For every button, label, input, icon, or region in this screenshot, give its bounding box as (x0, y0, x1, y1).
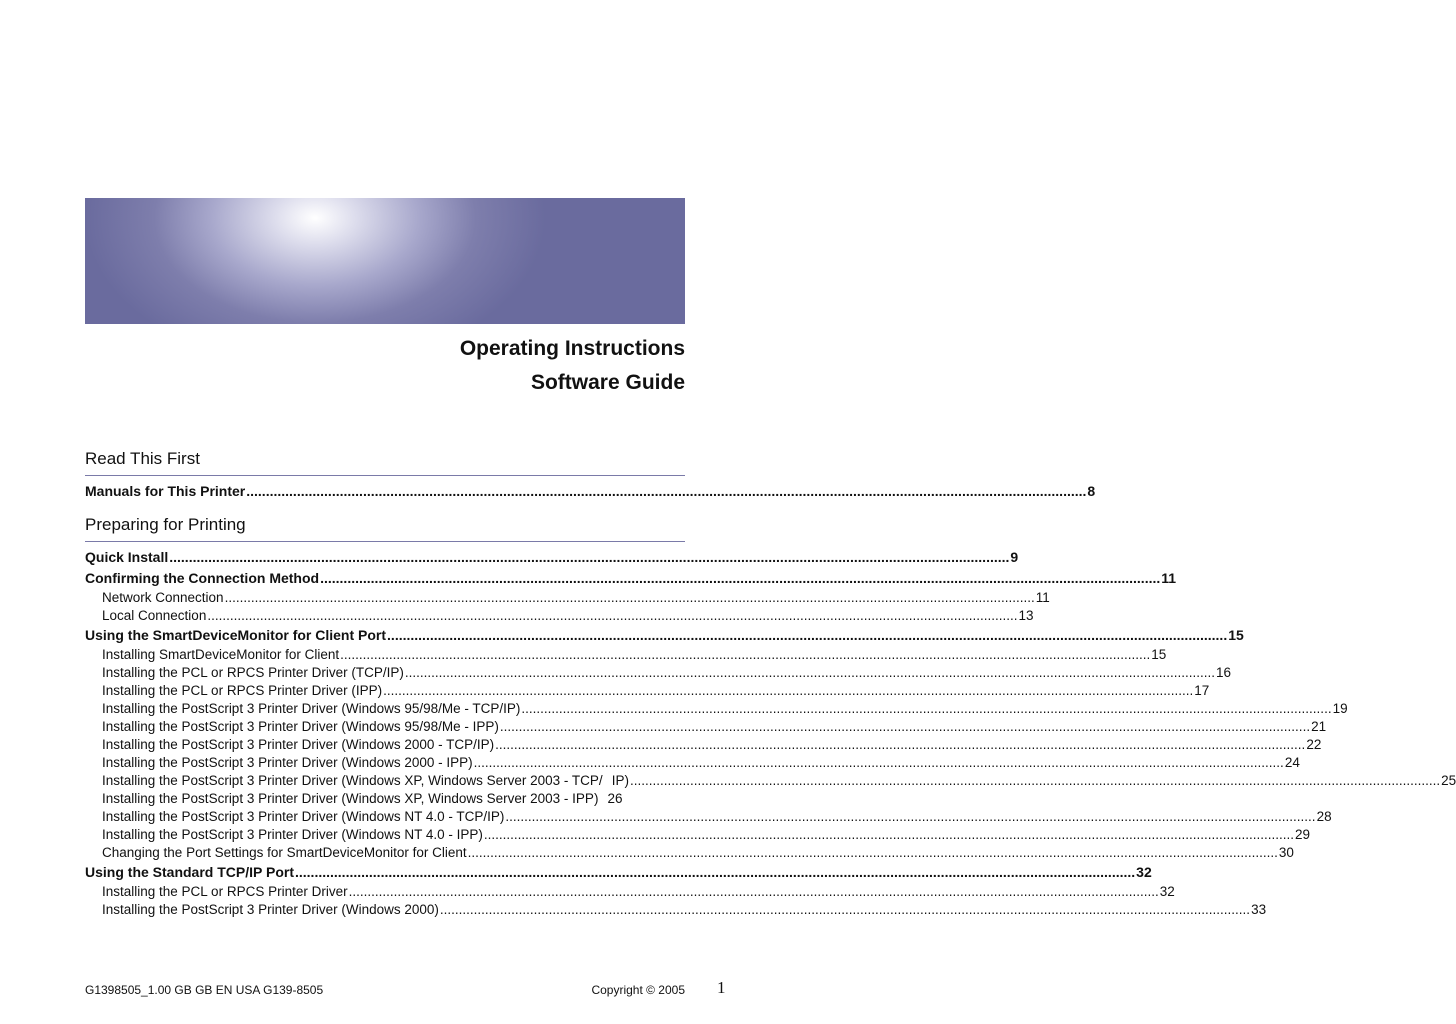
toc-leader-dots (521, 700, 1331, 718)
toc-entry-page: 33 (1251, 902, 1267, 917)
toc-entry-page: 29 (1295, 827, 1311, 842)
toc-entry-label: Using the SmartDeviceMonitor for Client Port (85, 627, 387, 643)
toc-entry[interactable] (85, 625, 1244, 646)
toc-leader-dots (383, 682, 1193, 700)
toc-leader-dots (349, 883, 1159, 901)
toc-entry-label: Installing the PostScript 3 Printer Driver (Windows 95/98/Me - IPP) (102, 719, 499, 734)
toc-entry-page: 17 (1194, 683, 1210, 698)
toc-leader-dots (320, 568, 1160, 588)
toc-entry-label-continued: IP) (611, 773, 629, 788)
toc-leader-dots (505, 808, 1315, 826)
toc-entry-label: Installing the PostScript 3 Printer Driver (Windows XP, Windows Server 2003 - TCP/ (102, 773, 603, 788)
toc-leader-dots (468, 844, 1278, 862)
document-subtitle: Software Guide (530, 371, 685, 394)
toc-leader-dots (474, 754, 1284, 772)
toc-entry[interactable] (85, 790, 685, 808)
toc-entry-page: 24 (1284, 755, 1300, 770)
toc-entry[interactable] (85, 547, 1019, 568)
toc-read-this-first (85, 481, 1096, 502)
page-number: 1 (717, 978, 726, 997)
toc-entry-page: 19 (1332, 701, 1348, 716)
toc-leader-dots (246, 481, 1086, 501)
toc-entry[interactable] (85, 700, 1348, 718)
toc-entry-label: Installing the PostScript 3 Printer Driver (Windows 2000 - TCP/IP) (102, 737, 495, 752)
toc-entry-label: Installing the PCL or RPCS Printer Driver (102, 884, 348, 899)
toc-entry-label: Network Connection (102, 590, 224, 605)
toc-entry[interactable] (85, 736, 1322, 754)
toc-entry-page: 11 (1035, 590, 1050, 605)
toc-entry-label: Manuals for This Printer (85, 483, 246, 499)
toc-entry[interactable] (85, 646, 1167, 664)
toc-entry-label: Installing the PCL or RPCS Printer Driver (IPP) (102, 683, 383, 698)
toc-entry-page: 26 (607, 791, 623, 806)
copyright-notice: Copyright © 2005 (591, 983, 685, 997)
toc-entry-label: Installing the PCL or RPCS Printer Driver (TCP/IP) (102, 665, 404, 680)
document-title: Operating Instructions (459, 337, 685, 360)
toc-leader-dots (405, 664, 1215, 682)
toc-entry-label: Installing the PostScript 3 Printer Driver (Windows NT 4.0 - IPP) (102, 827, 483, 842)
header-banner (85, 198, 685, 324)
toc-leader-dots (484, 826, 1294, 844)
toc-entry[interactable] (85, 607, 1034, 625)
toc-leader-dots (225, 589, 1035, 607)
toc-entry-page: 15 (1228, 627, 1244, 643)
document-code: G1398505_1.00 GB GB EN USA G139-8505 (85, 983, 324, 997)
toc-entry[interactable] (85, 481, 1096, 502)
toc-entry-page: 11 (1161, 570, 1177, 586)
toc-leader-dots (169, 547, 1009, 567)
toc-entry-page: 16 (1216, 665, 1232, 680)
toc-entry-page: 28 (1316, 809, 1332, 824)
toc-entry-page: 21 (1311, 719, 1327, 734)
toc-entry-page: 13 (1018, 608, 1034, 623)
toc-leader-dots (387, 625, 1227, 645)
toc-entry-label: Installing the PostScript 3 Printer Driver (Windows NT 4.0 - TCP/IP) (102, 809, 505, 824)
toc-entry[interactable] (85, 589, 1050, 607)
toc-entry-page: 22 (1306, 737, 1322, 752)
toc-entry[interactable] (85, 826, 1311, 844)
toc-entry-page: 15 (1151, 647, 1167, 662)
toc-leader-dots (295, 862, 1135, 882)
toc-entry[interactable] (85, 568, 1177, 589)
toc-entry-label: Installing the PostScript 3 Printer Driver (Windows 95/98/Me - TCP/IP) (102, 701, 521, 716)
toc-entry-page: 32 (1159, 884, 1175, 899)
toc-entry-label: Changing the Port Settings for SmartDeviceMonitor for Client (102, 845, 467, 860)
toc-entry[interactable] (85, 772, 1456, 790)
toc-entry-page: 25 (1441, 773, 1456, 788)
toc-leader-dots (630, 772, 1440, 790)
toc-entry-page: 30 (1278, 845, 1294, 860)
section-heading-read-this-first: Read This First (85, 449, 685, 476)
toc-entry-page: 32 (1136, 864, 1152, 880)
toc-entry[interactable] (85, 754, 1300, 772)
toc-entry[interactable] (85, 844, 1294, 862)
toc-entry[interactable] (85, 664, 1232, 682)
toc-preparing-for-printing (85, 547, 1456, 919)
toc-leader-dots (207, 607, 1017, 625)
toc-entry-page: 8 (1087, 483, 1096, 499)
toc-entry-label: Quick Install (85, 549, 169, 565)
toc-entry[interactable] (85, 883, 1175, 901)
toc-leader-dots (495, 736, 1305, 754)
section-heading-preparing-for-printing: Preparing for Printing (85, 515, 685, 542)
toc-entry[interactable] (85, 682, 1210, 700)
toc-entry-label: Installing the PostScript 3 Printer Driver (Windows 2000 - IPP) (102, 755, 473, 770)
toc-entry[interactable] (85, 901, 1267, 919)
toc-leader-dots (500, 718, 1310, 736)
toc-leader-dots (440, 901, 1250, 919)
toc-entry-label: Using the Standard TCP/IP Port (85, 864, 294, 880)
toc-entry[interactable] (85, 862, 1152, 883)
toc-entry-page: 9 (1010, 549, 1019, 565)
toc-entry[interactable] (85, 718, 1327, 736)
toc-entry[interactable] (85, 808, 1332, 826)
toc-entry-label: Installing the PostScript 3 Printer Driver (Windows XP, Windows Server 2003 - IPP) (102, 791, 599, 806)
toc-entry-label: Confirming the Connection Method (85, 570, 320, 586)
toc-leader-dots (340, 646, 1150, 664)
toc-entry-label: Local Connection (102, 608, 207, 623)
toc-entry-label: Installing SmartDeviceMonitor for Client (102, 647, 340, 662)
toc-entry-label: Installing the PostScript 3 Printer Driver (Windows 2000) (102, 902, 439, 917)
